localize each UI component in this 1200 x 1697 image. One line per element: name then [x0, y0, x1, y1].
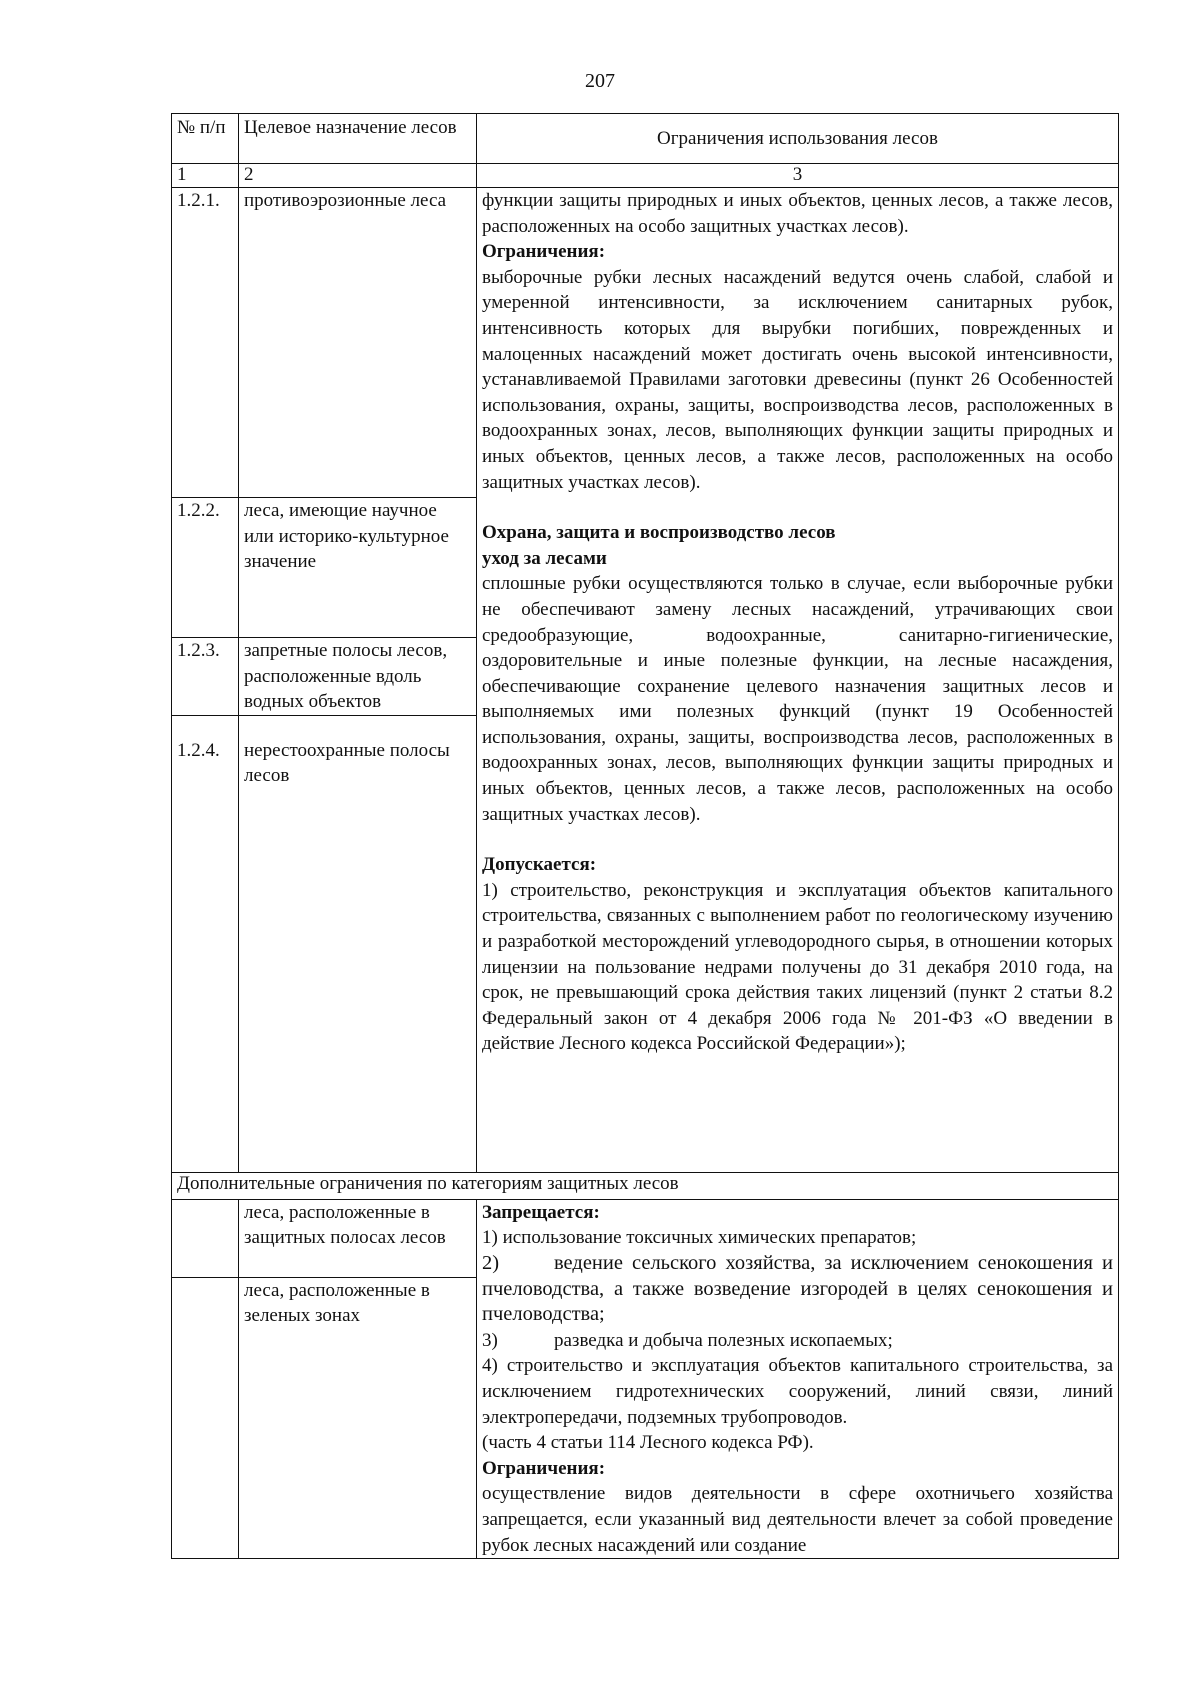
restrictions-cell	[477, 188, 1119, 1173]
row-purpose: леса, имеющие научное или историко-культурное значение	[239, 498, 477, 638]
restrictions-table	[171, 113, 1119, 1559]
row-number: 1.2.2.	[172, 498, 239, 638]
extra-limits-heading: Ограничения:	[482, 1457, 606, 1479]
forbidden-heading: Запрещается:	[482, 1201, 600, 1223]
extra-limits-text: осуществление видов деятельности в сфере охотничьего хозяйства запрещается, если указанный вид деятельности влечет за собой проведение рубок лесных насаждений или создание	[482, 1483, 1113, 1556]
protection-heading: Охрана, защита и воспроизводство лесов	[482, 522, 836, 544]
limits-heading: Ограничения:	[482, 241, 606, 263]
row-number: 1.2.1.	[172, 188, 239, 498]
forbidden-item-2-number: 2)	[482, 1251, 500, 1274]
page-number: 207	[585, 70, 615, 92]
row-purpose: леса, расположенные в защитных полосах лесов	[239, 1199, 477, 1277]
limits-text: выборочные рубки лесных насаждений ведутся очень слабой, слабой и умеренной интенсивности, за исключением санитарных рубок, интенсивность которых для вырубки погибших, поврежденных и малоценных насаждений может достигать очень высокой интенсивности, устанавливаемой Правилами заготовки древесины (пункт 26 Особенностей использования, охраны, защиты, воспроизводства лесов, расположенных в водоохранных зонах, лесов, выполняющих функции защиты природных и иных объектов, ценных лесов, а также лесов, расположенных на особо защитных участках лесов).	[482, 266, 1113, 493]
row-number	[172, 1277, 239, 1558]
row-number: 1.2.3.	[172, 638, 239, 716]
column-number-1: 1	[172, 164, 239, 188]
forbidden-item-3-text: разведка и добыча полезных ископаемых;	[554, 1329, 893, 1351]
row-number	[172, 1199, 239, 1277]
row-purpose: запретные полосы лесов, расположенные вдоль водных объектов	[239, 638, 477, 716]
forbidden-source: (часть 4 статьи 114 Лесного кодекса РФ).	[482, 1432, 814, 1454]
forbidden-item-3	[482, 1328, 1113, 1354]
table-row	[172, 188, 1119, 498]
allowed-text: 1) строительство, реконструкция и эксплуатация объектов капитального строительства, связанных с выполнением работ по геологическому изучению и разработкой месторождений углеводородного сырья, в отношении которых лицензии на пользование недрами получены до 31 декабря 2010 года, на срок, не превышающий срока действия таких лицензий (пункт 2 статьи 8.2 Федеральный закон от 4 декабря 2006 года № 201-ФЗ «О введении в действие Лесного кодекса Российской Федерации»);	[482, 879, 1113, 1055]
care-text: сплошные рубки осуществляются только в случае, если выборочные рубки не обеспечивают замену лесных насаждений, утрачивающих свои средообразующие, водоохранные, санитарно-гигиенические, оздоровительные и иные полезные функции, на лесные насаждения, обеспечивающие сохранение целевого назначения защитных лесов и выполняемых ими полезных функций (пункт 19 Особенностей использования, охраны, защиты, воспроизводства лесов, расположенных в водоохранных зонах, лесов, выполняющих функции защиты природных и иных объектов, ценных лесов, а также лесов, расположенных на особо защитных участках лесов).	[482, 573, 1113, 825]
forbidden-item-4: 4) строительство и эксплуатация объектов капитального строительства, за исключением гидротехнических сооружений, линий связи, линий электропередачи, подземных трубопроводов.	[482, 1355, 1113, 1428]
section-row	[172, 1172, 1119, 1199]
column-numbers-row	[172, 164, 1119, 188]
row-purpose: леса, расположенные в зеленых зонах	[239, 1277, 477, 1558]
allowed-heading: Допускается:	[482, 854, 597, 876]
forbidden-item-3-number: 3)	[482, 1329, 498, 1351]
header-number: № п/п	[172, 114, 239, 164]
table-row	[172, 1199, 1119, 1277]
row-purpose: противоэрозионные леса	[239, 188, 477, 498]
extra-restrictions-cell	[477, 1199, 1119, 1558]
forbidden-item-2-text: ведение сельского хозяйства, за исключением сенокошения и пчеловодства, а также возведение изгородей в целях сенокошения и пчеловодства;	[482, 1251, 1113, 1326]
table-header-row	[172, 114, 1119, 164]
column-number-2: 2	[239, 164, 477, 188]
forbidden-item-2	[482, 1251, 1113, 1328]
header-purpose: Целевое назначение лесов	[239, 114, 477, 164]
forbidden-item-1: 1) использование токсичных химических препаратов;	[482, 1227, 917, 1249]
header-restrictions: Ограничения использования лесов	[477, 114, 1119, 164]
row-number: 1.2.4.	[172, 715, 239, 1172]
restrictions-intro: функции защиты природных и иных объектов, ценных лесов, а также лесов, расположенных на особо защитных участках лесов).	[482, 190, 1113, 237]
care-heading: уход за лесами	[482, 547, 607, 569]
column-number-3: 3	[477, 164, 1119, 188]
row-purpose: нерестоохранные полосы лесов	[239, 715, 477, 1172]
section-title: Дополнительные ограничения по категориям защитных лесов	[172, 1172, 1119, 1199]
